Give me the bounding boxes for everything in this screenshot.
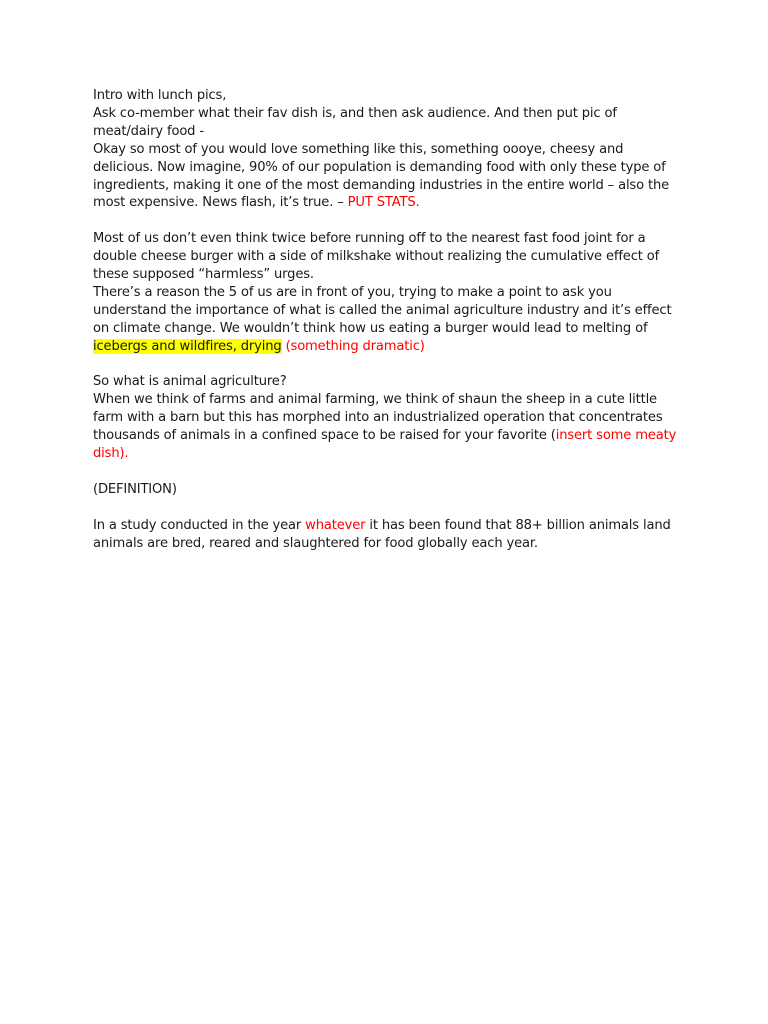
farm-text: When we think of farms and animal farming, we think of shaun the sheep in a cute little farm with a barn but this has morphed into an industrialized operation that concentrates thousands of animals in a confined space to be raised for your favorite ( (93, 392, 663, 444)
document-body (93, 87, 683, 553)
burger-text: Most of us don’t even think twice before running off to the nearest fast food joint for a double cheese burger with a side of milkshake without realizing the cumulative effect of these supposed “harmless” urges. (93, 231, 660, 283)
meaty-dish-note: insert some meaty dish). (93, 428, 677, 462)
study-text-start: In a study conducted in the year (93, 517, 306, 533)
reason-text: There’s a reason the 5 of us are in front of you, trying to make a point to ask you understand the importance of what is called the animal agriculture industry and it’s effect on climate change. We wouldn’t think how us eating a burger would lead to melting of (93, 284, 672, 336)
paragraph-gap (93, 463, 683, 481)
whatever-note: whatever (305, 517, 366, 533)
okay-text: Okay so most of you would love something like this, something oooye, cheesy and delicious. Now imagine, 90% of our population is demanding food with only these type of ingredients, making it one of the most demanding industries in the entire world – also the most expensive. News flash, it’s true. – (93, 141, 670, 211)
paragraph-intro (93, 87, 683, 212)
paragraph-definition (93, 481, 683, 499)
paragraph-agriculture (93, 373, 683, 463)
dramatic-note: (something dramatic) (285, 338, 425, 354)
agriculture-question: So what is animal agriculture? (93, 374, 287, 390)
paragraph-gap (93, 499, 683, 517)
paragraph-study (93, 517, 683, 553)
intro-line: Intro with lunch pics, (93, 88, 227, 103)
definition-placeholder: (DEFINITION) (93, 481, 177, 497)
put-stats-note: PUT STATS. (347, 195, 420, 211)
paragraph-gap (93, 356, 683, 374)
paragraph-burger (93, 230, 683, 355)
study-text-end: it has been found that 88+ billion animals land animals are bred, reared and slaughtered for food globally each year. (93, 517, 671, 551)
ask-line: Ask co-member what their fav dish is, and then ask audience. And then put pic of meat/dairy food - (93, 105, 617, 139)
paragraph-gap (93, 212, 683, 230)
highlighted-text: icebergs and wildfires, drying (93, 338, 282, 354)
